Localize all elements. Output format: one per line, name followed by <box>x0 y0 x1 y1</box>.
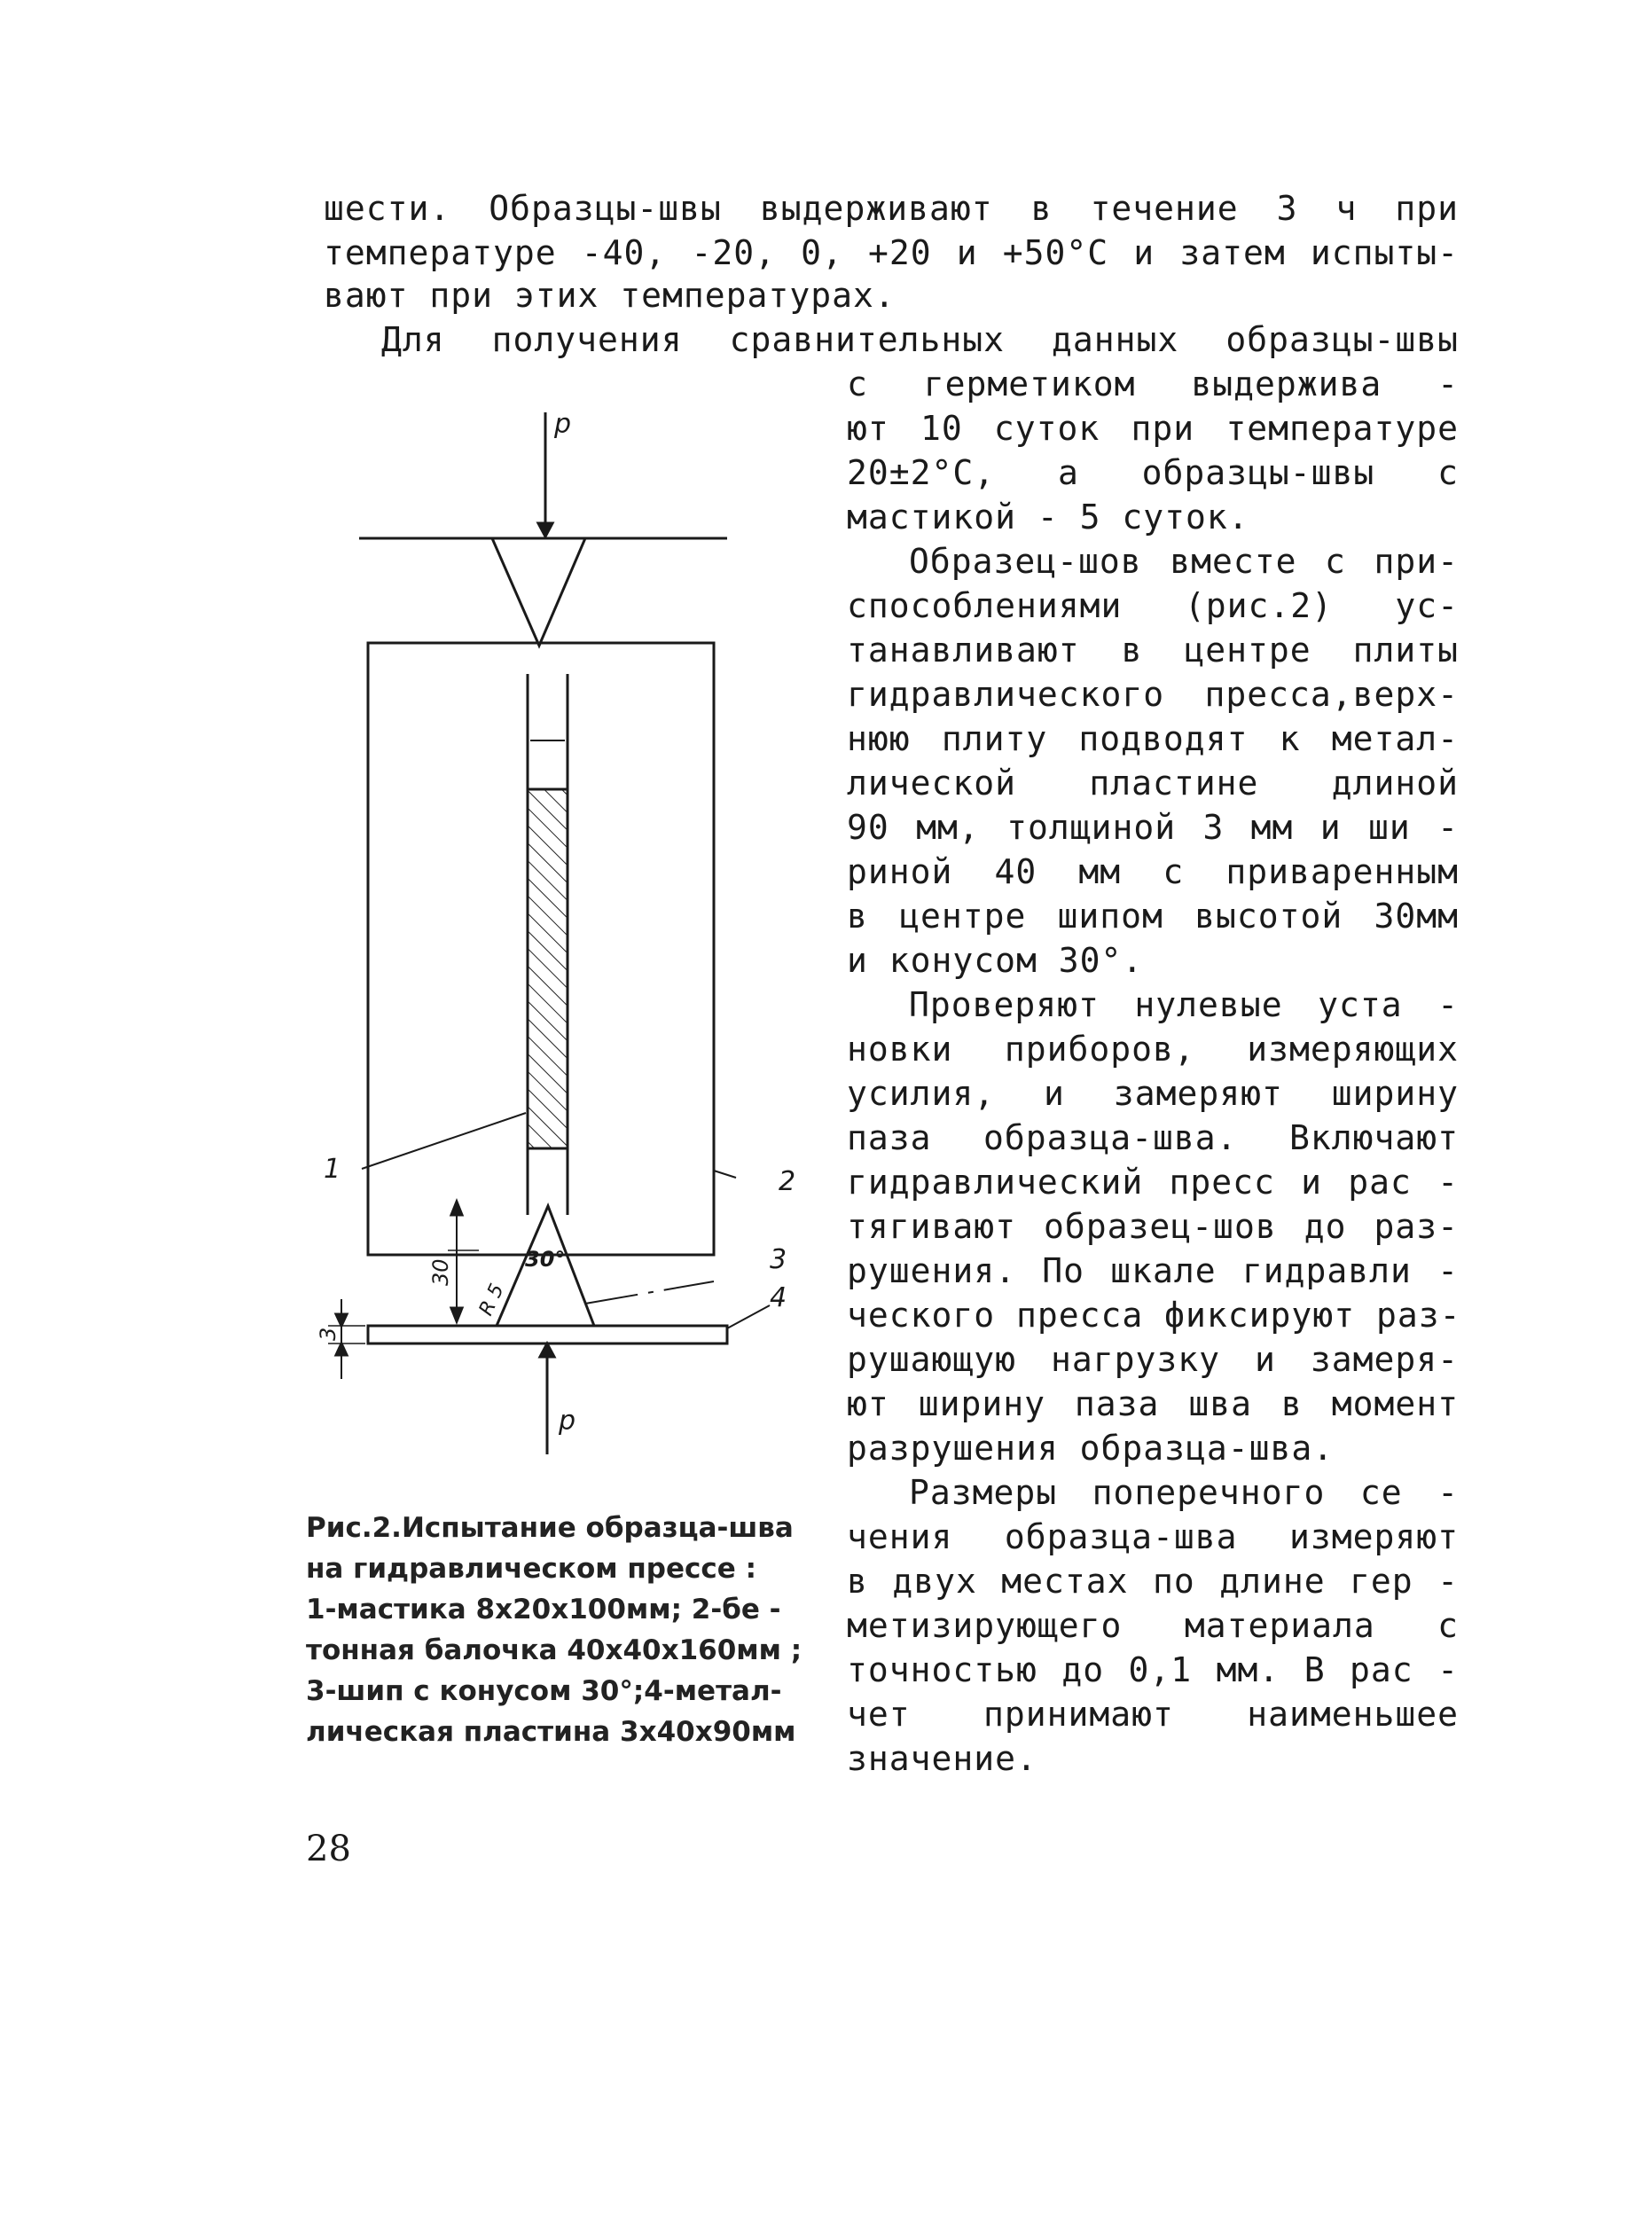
text-line: риной 40 мм с приваренным <box>847 852 1459 891</box>
text-line: ют 10 суток при температуре <box>847 409 1459 448</box>
text-line: метизирующего материала с <box>847 1606 1459 1645</box>
page-number: 28 <box>306 1829 351 1869</box>
leader-2 <box>714 1171 736 1178</box>
text-line: Образец-шов вместе с при- <box>909 542 1459 581</box>
angle-label: 30° <box>525 1247 566 1272</box>
text-line: чения образца-шва измеряют <box>847 1517 1459 1556</box>
figure-caption-line: тонная балочка 40x40x160мм ; <box>306 1634 803 1666</box>
text-line: Проверяют нулевые уста - <box>909 985 1459 1024</box>
text-line: паза образца-шва. Включают <box>847 1118 1459 1157</box>
dim-30-label: 30 <box>428 1258 453 1286</box>
test-rig-figure <box>301 399 798 1472</box>
text-line: значение. <box>847 1739 1037 1778</box>
figure-caption-line: Рис.2.Испытание образца-шва <box>306 1512 794 1544</box>
figure-caption-line: 1-мастика 8x20x100мм; 2-бе - <box>306 1594 781 1626</box>
text-line: и конусом 30°. <box>847 941 1144 980</box>
text-line: усилия, и замеряют ширину <box>847 1074 1459 1113</box>
bottom-plate <box>368 1326 727 1344</box>
text-line: мастикой - 5 суток. <box>847 497 1249 537</box>
text-line: разрушения образца-шва. <box>847 1429 1335 1468</box>
text-line: 90 мм, толщиной 3 мм и ши - <box>847 808 1459 847</box>
leader-1 <box>362 1113 526 1169</box>
text-line: способлениями (рис.2) ус- <box>847 586 1459 625</box>
text-line: гидравлического пресса,верх- <box>847 675 1459 714</box>
top-force-arrowhead <box>538 523 552 537</box>
figure-caption-line: 3-шип с конусом 30°;4-метал- <box>306 1675 782 1707</box>
text-line: новки приборов, измеряющих <box>847 1030 1459 1069</box>
text-line: лической пластине длиной <box>847 764 1459 803</box>
bottom-force-arrowhead <box>540 1344 554 1357</box>
text-line: рушения. По шкале гидравли - <box>847 1251 1459 1290</box>
text-line: Размеры поперечного се - <box>909 1473 1459 1512</box>
mastic-sample <box>528 789 568 1148</box>
dim-3-label: 3 <box>316 1327 341 1341</box>
text-line: в двух местах по длине гер - <box>847 1562 1459 1601</box>
text-line: рушающую нагрузку и замеря- <box>847 1340 1459 1379</box>
leader-4 <box>727 1305 770 1328</box>
label-4: 4 <box>770 1282 787 1313</box>
text-line: температуре -40, -20, 0, +20 и +50°С и затем испыты- <box>324 233 1459 272</box>
label-p-bottom: p <box>559 1406 576 1437</box>
leader-3 <box>585 1281 714 1304</box>
text-line: Для получения сравнительных данных образцы-швы <box>381 320 1459 359</box>
text-line: нюю плиту подводят к метал- <box>847 719 1459 758</box>
label-2: 2 <box>779 1166 796 1197</box>
text-line: ют ширину паза шва в момент <box>847 1384 1459 1423</box>
text-line: танавливают в центре плиты <box>847 631 1459 670</box>
label-3: 3 <box>770 1244 787 1275</box>
text-line: точностью до 0,1 мм. В рас - <box>847 1650 1459 1689</box>
figure-caption-line: лическая пластина 3x40x90мм <box>306 1716 796 1748</box>
upper-cone <box>492 538 585 646</box>
text-line: 20±2°С, а образцы-швы с <box>847 453 1459 492</box>
label-1: 1 <box>324 1154 341 1185</box>
text-line: шести. Образцы-швы выдерживают в течение 3 ч при <box>324 189 1459 228</box>
text-line: с герметиком выдержива - <box>847 364 1459 403</box>
text-line: тягивают образец-шов до раз- <box>847 1207 1459 1246</box>
text-line: чет принимают наименьшее <box>847 1695 1459 1734</box>
label-p-top: p <box>554 409 572 440</box>
radius-label: R 5 <box>474 1281 509 1320</box>
text-line: ческого пресса фиксируют раз- <box>847 1296 1461 1335</box>
text-line: вают при этих температурах. <box>324 276 896 315</box>
figure-caption-line: на гидравлическом прессе : <box>306 1553 756 1585</box>
text-line: в центре шипом высотой 30мм <box>847 897 1459 936</box>
text-line: гидравлический пресс и рас - <box>847 1163 1459 1202</box>
